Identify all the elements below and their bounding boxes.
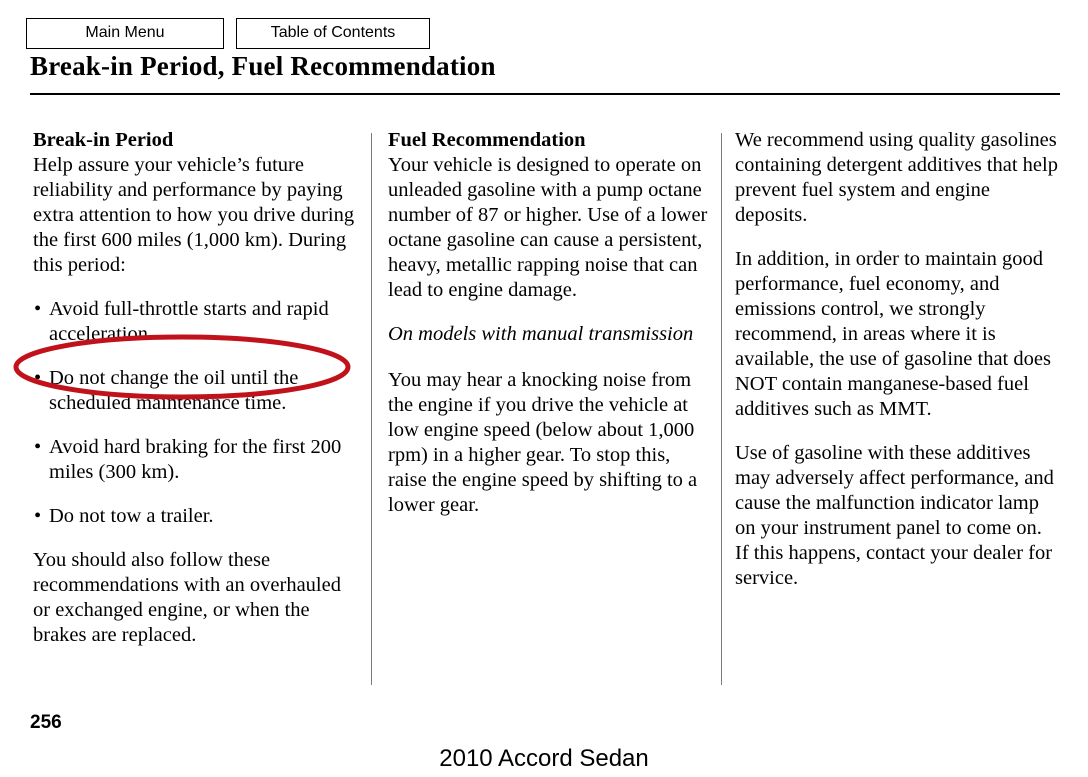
page-number: 256	[30, 712, 62, 733]
footer-document-title: 2010 Accord Sedan	[439, 745, 649, 772]
list-item: • Avoid hard braking for the first 200 miles (300 km).	[33, 435, 363, 485]
additives-paragraph-3: Use of gasoline with these additives may adversely affect performance, and cause the malfunction indicator lamp on your instrument panel to come on. If this happens, contact your dealer for service.	[735, 442, 1054, 589]
additives-paragraph-1: We recommend using quality gasolines containing detergent additives that help prevent fuel system and engine deposits.	[735, 129, 1058, 226]
column-fuel-additives	[735, 128, 1060, 591]
column-divider-1	[371, 133, 372, 685]
page-title: Break-in Period, Fuel Recommendation	[30, 51, 496, 81]
fuel-paragraph-2: You may hear a knocking noise from the engine if you drive the vehicle at low engine speed (below about 1,000 rpm) in a higher gear. To stop this, raise the engine speed by shifting to a lower gear.	[388, 368, 698, 516]
title-divider-rule	[30, 93, 1060, 95]
table-of-contents-button[interactable]: Table of Contents	[236, 18, 430, 49]
navigation-bar	[26, 18, 430, 49]
section-heading-fuel-recommendation: Fuel Recommendation	[388, 129, 586, 151]
list-item: • Do not tow a trailer.	[33, 504, 363, 529]
column-divider-2	[721, 133, 722, 685]
column-break-in-period	[33, 128, 363, 648]
list-item: • Avoid full-throttle starts and rapid acceleration.	[33, 297, 363, 347]
list-item: • Do not change the oil until the scheduled maintenance time.	[33, 366, 363, 416]
content-columns	[30, 128, 1060, 688]
section-heading-break-in-period: Break-in Period	[33, 129, 174, 151]
fuel-paragraph-1: Your vehicle is designed to operate on unleaded gasoline with a pump octane number of 87 or higher. Use of a lower octane gasoline can cause a persistent, heavy, metallic rapping noise that can lead to engine damage.	[388, 154, 708, 301]
main-menu-button[interactable]: Main Menu	[26, 18, 224, 49]
manual-transmission-subheading: On models with manual transmission	[388, 323, 694, 345]
column-fuel-recommendation	[388, 128, 713, 518]
break-in-intro-paragraph: Help assure your vehicle’s future reliability and performance by paying extra attention to how you drive during the first 600 miles (1,000 km). During this period:	[33, 154, 355, 276]
break-in-bullet-list	[33, 297, 363, 529]
additives-paragraph-2: In addition, in order to maintain good performance, fuel economy, and emissions control, we strongly recommend, in areas where it is available, the use of gasoline that does NOT contain manganese-based fuel additives such as MMT.	[735, 248, 1051, 420]
break-in-closing-paragraph: You should also follow these recommendations with an overhauled or exchanged engine, or when the brakes are replaced.	[33, 549, 341, 646]
